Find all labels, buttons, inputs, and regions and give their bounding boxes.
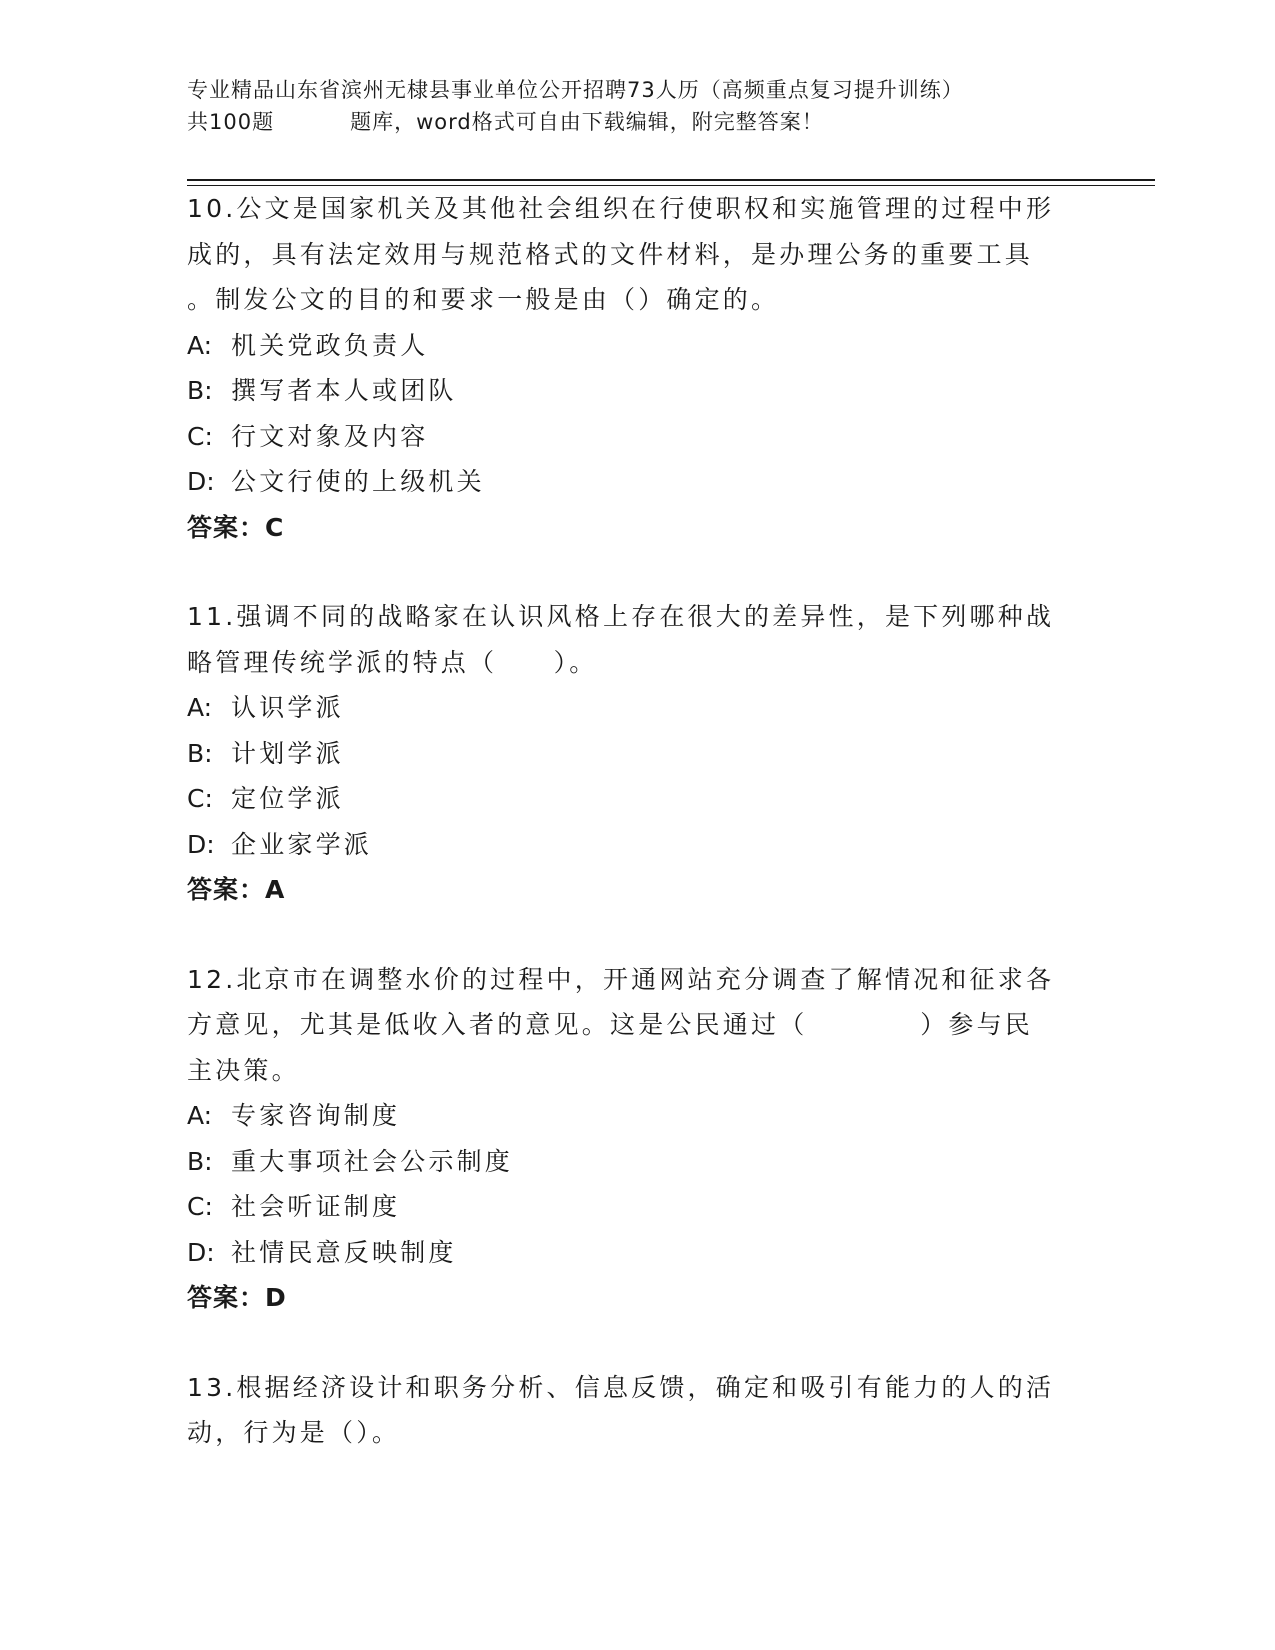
option-letter: D: [187,467,215,496]
option-letter: B: [187,376,213,405]
question-12 [187,957,1087,1321]
option-a [187,1093,1087,1139]
question-11 [187,594,1087,913]
document-header [187,74,1087,138]
option-letter: A: [187,1101,213,1130]
option-c [187,776,1087,822]
question-line: 方意见，尤其是低收入者的意见。这是公民通过（ ）参与民 [187,1010,1034,1039]
option-text: 公文行使的上级机关 [231,467,485,496]
option-text: 行文对象及内容 [231,421,429,451]
option-letter: A: [187,693,213,722]
answer-label: 答案：A [187,875,286,904]
header-divider-thick [187,179,1155,181]
option-text: 企业家学派 [231,829,373,859]
question-list [187,186,1087,1500]
option-text: 定位学派 [231,784,344,813]
header-title-line: 专业精品山东省滨州无棣县事业单位公开招聘73人历（高频重点复习提升训练） [187,78,964,102]
option-letter: D: [187,829,215,859]
header-description: 题库，word格式可自由下载编辑，附完整答案！ [350,110,824,134]
option-d [187,459,1087,505]
option-c [187,414,1087,460]
option-text: 撰写者本人或团队 [231,376,457,405]
question-line: 主决策。 [187,1055,300,1085]
option-text: 重大事项社会公示制度 [231,1146,514,1176]
option-a [187,323,1087,369]
option-letter: B: [187,1146,213,1176]
option-d [187,1230,1087,1276]
option-letter: A: [187,330,213,360]
header-subtitle-line [187,106,1087,138]
question-line: 动，行为是（）。 [187,1418,401,1447]
option-text: 社情民意反映制度 [231,1237,457,1267]
option-letter: C: [187,1192,213,1221]
option-c [187,1184,1087,1230]
question-line: 12.北京市在调整水价的过程中，开通网站充分调查了解情况和征求各 [187,964,1055,994]
option-letter: C: [187,421,213,451]
option-text: 专家咨询制度 [231,1101,401,1130]
header-question-count: 共100题 [187,110,275,134]
question-13 [187,1365,1087,1456]
question-line: 10.公文是国家机关及其他社会组织在行使职权和实施管理的过程中形 [187,194,1055,223]
option-b [187,731,1087,777]
option-a [187,685,1087,731]
question-line: 略管理传统学派的特点（ ）。 [187,647,598,677]
option-letter: C: [187,784,213,813]
option-d [187,822,1087,868]
question-10 [187,186,1087,550]
option-text: 计划学派 [231,738,344,768]
answer-label: 答案：D [187,1283,287,1312]
option-b [187,1139,1087,1185]
option-text: 社会听证制度 [231,1192,401,1221]
question-line: 13.根据经济设计和职务分析、信息反馈，确定和吸引有能力的人的活 [187,1372,1055,1402]
option-letter: D: [187,1237,215,1267]
option-b [187,368,1087,414]
question-line: 。制发公文的目的和要求一般是由（）确定的。 [187,285,780,314]
question-line: 成的，具有法定效用与规范格式的文件材料，是办理公务的重要工具 [187,239,1034,269]
option-letter: B: [187,738,213,768]
option-text: 认识学派 [231,693,344,722]
option-text: 机关党政负责人 [231,330,429,360]
answer-label: 答案：C [187,512,285,542]
question-line: 11.强调不同的战略家在认识风格上存在很大的差异性，是下列哪种战 [187,602,1055,631]
